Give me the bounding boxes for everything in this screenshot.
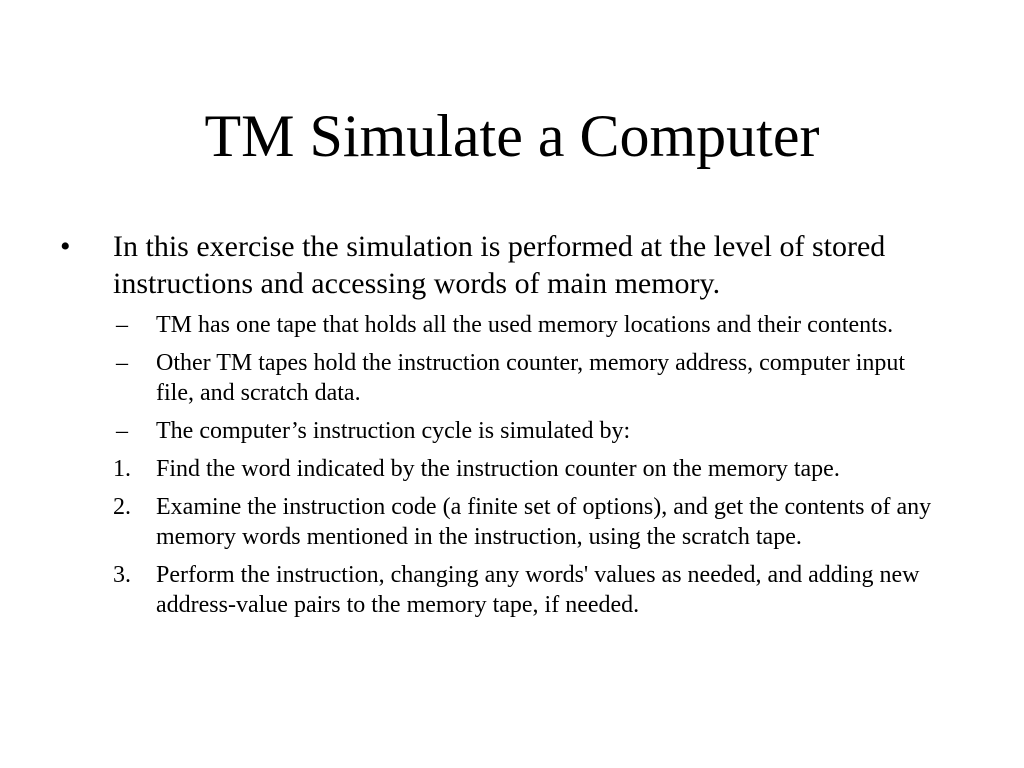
- sub-item-text: TM has one tape that holds all the used memory locations and their contents.: [156, 312, 894, 338]
- sub-item-3: [0, 416, 936, 446]
- sub-item-text: The computer’s instruction cycle is simulated by:: [156, 418, 631, 444]
- slide-body: [0, 228, 1024, 628]
- step-3: [0, 560, 936, 620]
- step-number: 3.: [113, 562, 131, 588]
- bullet-marker: •: [60, 230, 71, 263]
- slide-title: TM Simulate a Computer: [204, 103, 820, 169]
- sub-item-2: [0, 348, 936, 408]
- sub-item-text: Other TM tapes hold the instruction counter, memory address, computer input file, and scratch data.: [156, 350, 906, 406]
- dash-marker: –: [116, 312, 128, 338]
- dash-marker: –: [116, 418, 128, 444]
- step-text: Perform the instruction, changing any words' values as needed, and adding new address-value pairs to the memory tape, if needed.: [156, 562, 920, 618]
- bullet-text: In this exercise the simulation is performed at the level of stored instructions and accessing words of main memory.: [113, 230, 886, 300]
- step-2: [0, 492, 936, 552]
- dash-marker: –: [116, 350, 128, 376]
- step-number: 2.: [113, 494, 131, 520]
- step-1: [0, 454, 936, 484]
- sub-item-1: [0, 310, 936, 340]
- step-text: Examine the instruction code (a finite set of options), and get the contents of any memory words mentioned in the instruction, using the scratch tape.: [156, 494, 932, 550]
- step-number: 1.: [113, 456, 131, 482]
- step-text: Find the word indicated by the instruction counter on the memory tape.: [156, 456, 840, 482]
- bullet-item: [0, 228, 913, 302]
